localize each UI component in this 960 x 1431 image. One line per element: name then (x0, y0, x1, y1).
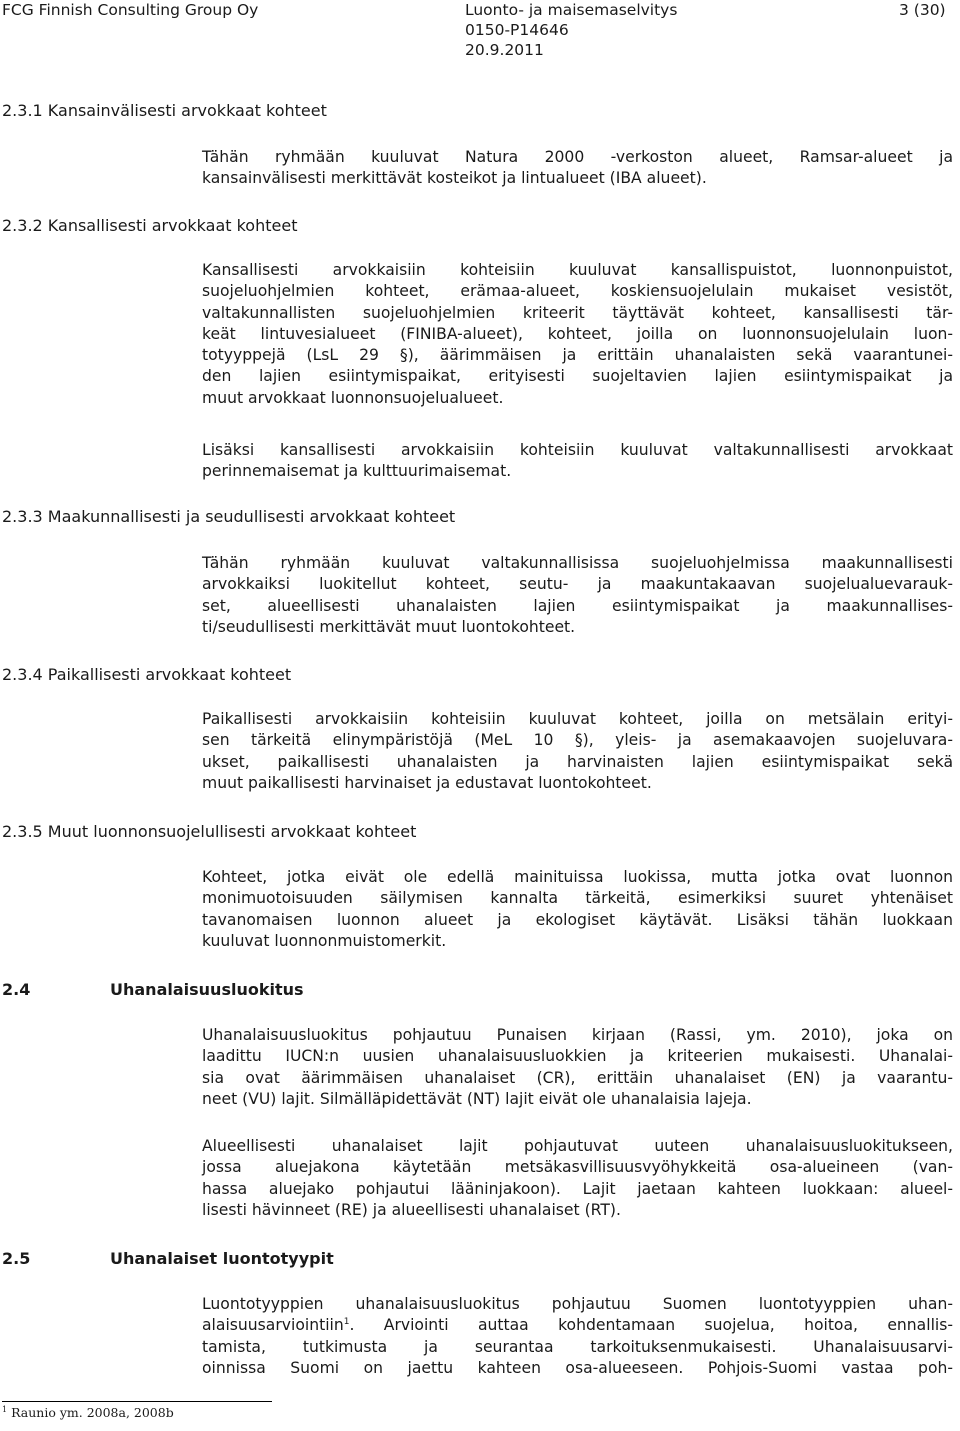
heading-2-5 (2, 1249, 334, 1268)
footnote-ref[interactable]: 1 (343, 1317, 350, 1328)
heading-2-3-3: 2.3.3 Maakunnallisesti ja seudullisesti arvokkaat kohteet (2, 507, 456, 526)
paragraph-2-3-5 (202, 867, 953, 952)
paragraph-2-3-2-a (202, 260, 953, 409)
line: hassa aluejako pohjautui lääninjakoon). Lajit jaetaan kahteen luokkaan: alueel- (202, 1179, 953, 1198)
paragraph-2-4-b (202, 1136, 953, 1221)
line (202, 1315, 953, 1336)
line: neet (VU) lajit. Silmälläpidettävät (NT) lajit eivät ole uhanalaisia lajeja. (202, 1089, 752, 1108)
footnote-text: Raunio ym. 2008a, 2008b (11, 1405, 174, 1420)
line: kuuluvat luonnonmuistomerkit. (202, 931, 447, 950)
header-project-code: 0150-P14646 (465, 21, 569, 39)
line: Tähän ryhmään kuuluvat Natura 2000 -verkoston alueet, Ramsar-alueet ja (202, 148, 953, 166)
paragraph-2-3-3 (202, 553, 953, 638)
heading-number: 2.5 (2, 1249, 31, 1268)
line: muut paikallisesti harvinaiset ja edustavat luontokohteet. (202, 773, 652, 792)
line: kansainvälisesti merkittävät kosteikot ja lintualueet (IBA alueet). (202, 169, 707, 188)
line: set, alueellisesti uhanalaisten lajien esiintymispaikat ja maakunnallises- (202, 596, 953, 615)
heading-2-3-5: 2.3.5 Muut luonnonsuojelullisesti arvokkaat kohteet (2, 822, 417, 841)
line: ukset, paikallisesti uhanalaisten ja harvinaisten lajien esiintymispaikat sekä (202, 752, 953, 771)
line: Kansallisesti arvokkaisiin kohteisiin kuuluvat kansallispuistot, luonnonpuistot, (202, 261, 953, 279)
heading-2-3-4: 2.3.4 Paikallisesti arvokkaat kohteet (2, 665, 292, 684)
line: totyyppejä (LsL 29 §), äärimmäisen ja erittäin uhanalaisten sekä vaarantunei- (202, 346, 953, 365)
header-title: Luonto- ja maisemaselvitys (465, 1, 678, 19)
line: arvokkaiksi luokitellut kohteet, seutu- ja maakuntakaavan suojelualuevarauk- (202, 575, 953, 594)
line: Alueellisesti uhanalaiset lajit pohjautuvat uuteen uhanalaisuusluokitukseen, (202, 1137, 953, 1155)
line: Paikallisesti arvokkaisiin kohteisiin kuuluvat kohteet, joilla on metsälain erityi- (202, 710, 953, 728)
footnote-divider (2, 1401, 272, 1402)
heading-title: Uhanalaisuusluokitus (110, 980, 304, 999)
line: ti/seudullisesti merkittävät muut luontokohteet. (202, 617, 576, 636)
line: monimuotoisuuden säilymisen kannalta tärkeitä, esimerkiksi suuret yhtenäiset (202, 889, 953, 908)
line: Kohteet, jotka eivät ole edellä mainituissa luokissa, mutta jotka ovat luonnon (202, 868, 953, 886)
line: laadittu IUCN:n uusien uhanalaisuusluokkien ja kriteerien mukaisesti. Uhanalai- (202, 1047, 953, 1066)
line: valtakunnallisten suojeluohjelmien kriteerit täyttävät kohteet, kansallisesti tär- (202, 303, 953, 322)
line: Lisäksi kansallisesti arvokkaisiin kohteisiin kuuluvat valtakunnallisesti arvokkaat (202, 441, 953, 459)
paragraph-2-5 (202, 1294, 953, 1379)
heading-title: Uhanalaiset luontotyypit (110, 1249, 334, 1268)
footnote (2, 1405, 174, 1420)
header-date: 20.9.2011 (465, 41, 544, 59)
header-company: FCG Finnish Consulting Group Oy (2, 1, 259, 19)
footnote-mark: 1 (2, 1404, 8, 1414)
line: muut arvokkaat luonnonsuojelualueet. (202, 388, 504, 407)
paragraph-2-3-1 (202, 147, 953, 190)
paragraph-2-4-a (202, 1025, 953, 1110)
line: sen tärkeitä elinympäristöjä (MeL 10 §), yleis- ja asemakaavojen suojeluvara- (202, 731, 953, 750)
line: suojeluohjelmien kohteet, erämaa-alueet, koskiensuojelulain mukaiset vesistöt, (202, 282, 953, 301)
line: Luontotyyppien uhanalaisuusluokitus pohjautuu Suomen luontotyyppien uhan- (202, 1295, 953, 1313)
paragraph-2-3-2-b (202, 440, 953, 483)
line: lisesti hävinneet (RE) ja alueellisesti uhanalaiset (RT). (202, 1200, 621, 1219)
line: sia ovat äärimmäisen uhanalaiset (CR), erittäin uhanalaiset (EN) ja vaarantu- (202, 1068, 953, 1087)
heading-number: 2.4 (2, 980, 31, 999)
header-page-number: 3 (30) (899, 1, 946, 19)
line: perinnemaisemat ja kulttuurimaisemat. (202, 462, 512, 481)
line: den lajien esiintymispaikat, erityisesti suojeltavien lajien esiintymispaikat ja (202, 367, 953, 386)
heading-2-3-1: 2.3.1 Kansainvälisesti arvokkaat kohteet (2, 101, 327, 120)
line: Uhanalaisuusluokitus pohjautuu Punaisen kirjaan (Rassi, ym. 2010), joka on (202, 1026, 953, 1044)
line: tamista, tutkimusta ja seurantaa tarkoituksenmukaisesti. Uhanalaisuusarvi- (202, 1337, 953, 1356)
line: Tähän ryhmään kuuluvat valtakunnallisissa suojeluohjelmissa maakunnallisesti (202, 554, 953, 572)
line-part: alaisuusarviointiin (202, 1316, 344, 1335)
line: oinnissa Suomi on jaettu kahteen osa-alueeseen. Pohjois-Suomi vastaa poh- (202, 1358, 953, 1377)
heading-2-3-2: 2.3.2 Kansallisesti arvokkaat kohteet (2, 216, 298, 235)
line: keät lintuvesialueet (FINIBA-alueet), kohteet, joilla on luonnonsuojelulain luon- (202, 324, 953, 343)
line: jossa aluejakona käytetään metsäkasvillisuusvyöhykkeitä osa-alueineen (van- (202, 1158, 953, 1177)
line-part: . Arviointi auttaa kohdentamaan suojelua, hoitoa, ennallis- (349, 1316, 953, 1335)
line: tavanomaisen luonnon alueet ja ekologiset käytävät. Lisäksi tähän luokkaan (202, 910, 953, 929)
heading-2-4 (2, 980, 304, 999)
paragraph-2-3-4 (202, 709, 953, 794)
